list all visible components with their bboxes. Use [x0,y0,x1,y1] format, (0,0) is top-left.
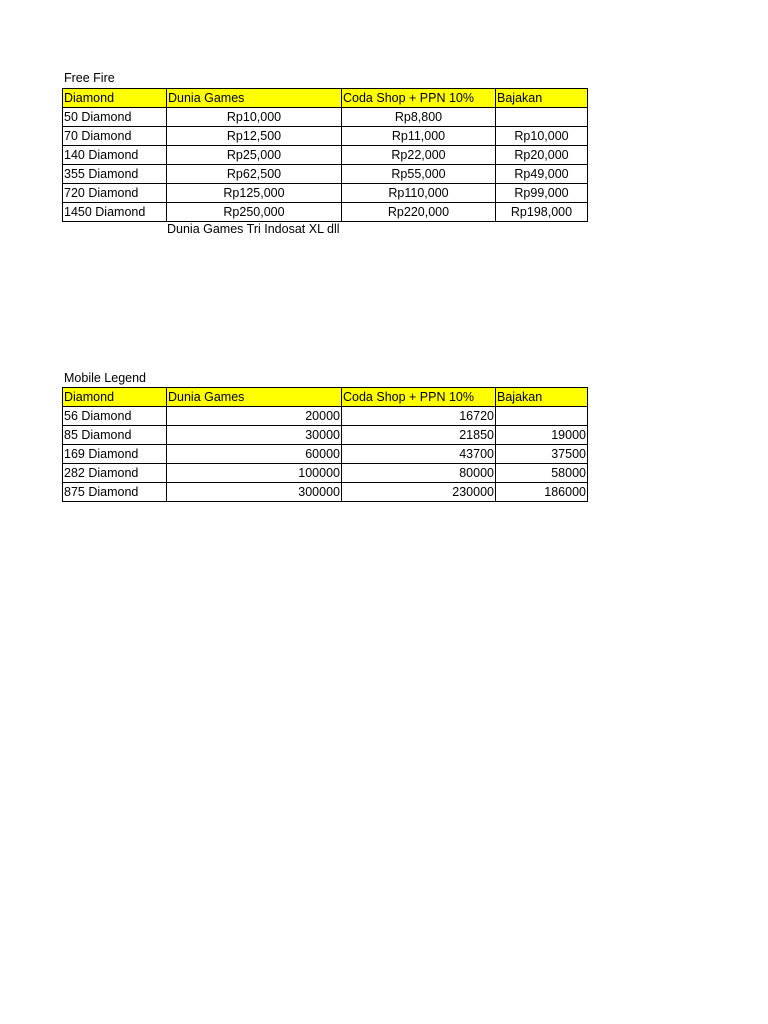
dunia-games-price-cell: Rp25,000 [167,146,342,165]
header-diamond: Diamond [63,388,167,407]
bajakan-price-cell: 58000 [496,464,588,483]
table-row [63,445,588,464]
coda-shop-price-cell: 21850 [342,426,496,445]
table-row [63,483,588,502]
table-row [63,165,588,184]
mobile-legend-price-table [62,387,588,502]
header-coda-shop: Coda Shop + PPN 10% [342,89,496,108]
coda-shop-price-cell: Rp110,000 [342,184,496,203]
dunia-games-price-cell: 60000 [167,445,342,464]
bajakan-price-cell: Rp10,000 [496,127,588,146]
free-fire-title: Free Fire [64,71,115,85]
diamond-cell: 140 Diamond [63,146,167,165]
coda-shop-price-cell: Rp55,000 [342,165,496,184]
header-diamond: Diamond [63,89,167,108]
table-header-row [63,89,588,108]
coda-shop-price-cell: Rp22,000 [342,146,496,165]
header-bajakan: Bajakan [496,89,588,108]
dunia-games-price-cell: Rp250,000 [167,203,342,222]
bajakan-price-cell: Rp99,000 [496,184,588,203]
bajakan-price-cell: Rp49,000 [496,165,588,184]
coda-shop-price-cell: Rp11,000 [342,127,496,146]
dunia-games-price-cell: 20000 [167,407,342,426]
diamond-cell: 169 Diamond [63,445,167,464]
table-row [63,407,588,426]
table-row [63,426,588,445]
coda-shop-price-cell: 16720 [342,407,496,426]
dunia-games-price-cell: 30000 [167,426,342,445]
provider-note: Dunia Games Tri Indosat XL dll [167,222,340,236]
coda-shop-price-cell: 43700 [342,445,496,464]
bajakan-price-cell: Rp198,000 [496,203,588,222]
diamond-cell: 720 Diamond [63,184,167,203]
free-fire-price-table [62,88,588,222]
dunia-games-price-cell: Rp125,000 [167,184,342,203]
diamond-cell: 355 Diamond [63,165,167,184]
coda-shop-price-cell: Rp8,800 [342,108,496,127]
bajakan-price-cell [496,407,588,426]
header-dunia-games: Dunia Games [167,388,342,407]
bajakan-price-cell: 186000 [496,483,588,502]
diamond-cell: 1450 Diamond [63,203,167,222]
diamond-cell: 875 Diamond [63,483,167,502]
coda-shop-price-cell: Rp220,000 [342,203,496,222]
table-row [63,184,588,203]
dunia-games-price-cell: 300000 [167,483,342,502]
table-header-row [63,388,588,407]
bajakan-price-cell: Rp20,000 [496,146,588,165]
diamond-cell: 70 Diamond [63,127,167,146]
diamond-cell: 282 Diamond [63,464,167,483]
diamond-cell: 85 Diamond [63,426,167,445]
dunia-games-price-cell: 100000 [167,464,342,483]
dunia-games-price-cell: Rp10,000 [167,108,342,127]
header-dunia-games: Dunia Games [167,89,342,108]
diamond-cell: 56 Diamond [63,407,167,426]
mobile-legend-title: Mobile Legend [64,371,147,385]
coda-shop-price-cell: 80000 [342,464,496,483]
header-coda-shop: Coda Shop + PPN 10% [342,388,496,407]
table-row [63,464,588,483]
table-row [63,146,588,165]
bajakan-price-cell: 37500 [496,445,588,464]
table-row [63,127,588,146]
coda-shop-price-cell: 230000 [342,483,496,502]
table-row [63,203,588,222]
dunia-games-price-cell: Rp62,500 [167,165,342,184]
table-row [63,108,588,127]
dunia-games-price-cell: Rp12,500 [167,127,342,146]
bajakan-price-cell: 19000 [496,426,588,445]
bajakan-price-cell [496,108,588,127]
diamond-cell: 50 Diamond [63,108,167,127]
header-bajakan: Bajakan [496,388,588,407]
